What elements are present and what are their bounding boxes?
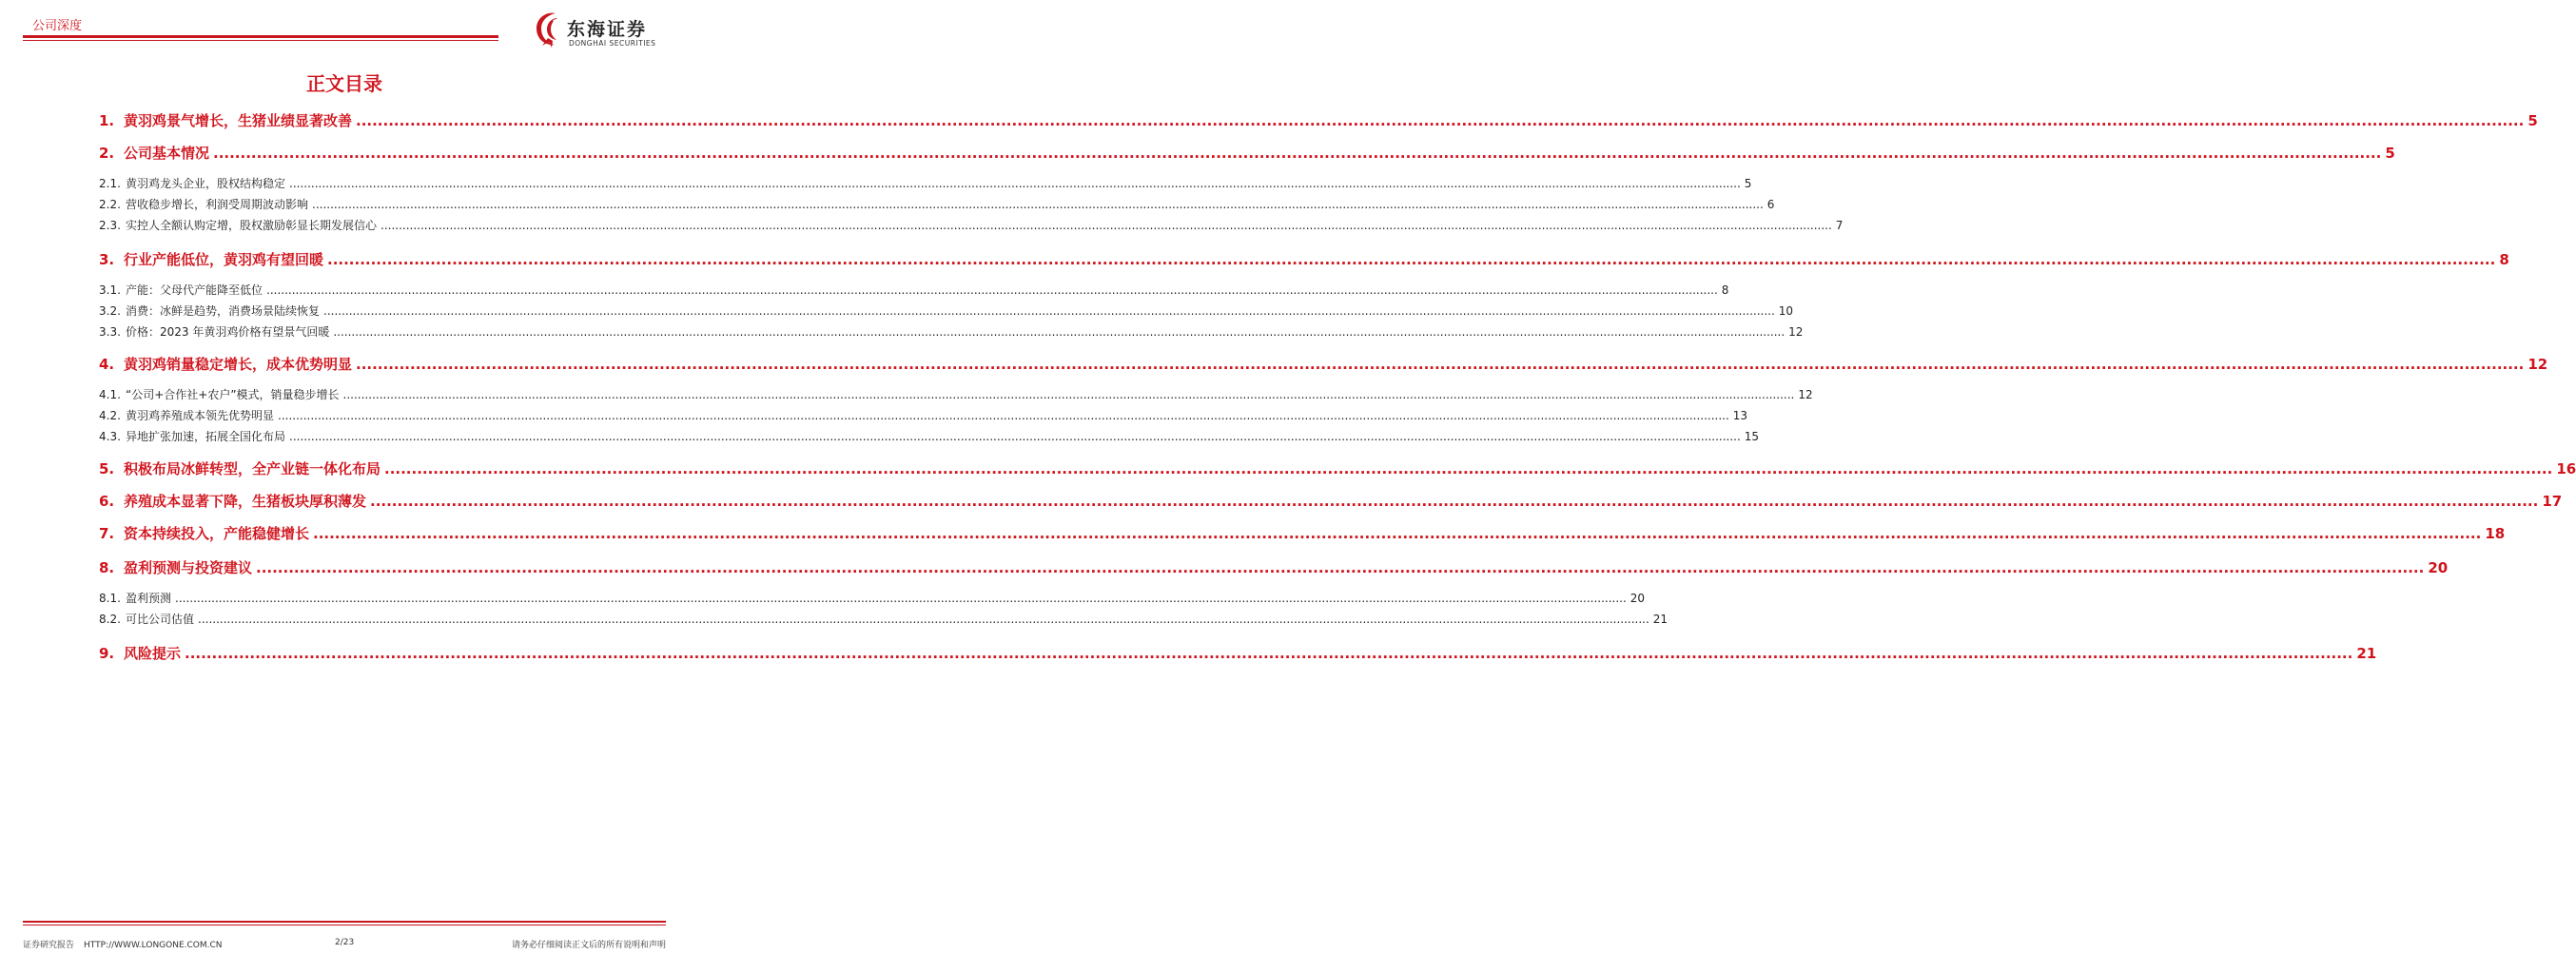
toc-entry-number: 1. — [99, 112, 115, 129]
toc-entry-title: 黄羽鸡景气增长，生猪业绩显著改善 — [124, 112, 353, 129]
toc-entry-page-number: 12 — [2527, 356, 2548, 373]
toc-entry-number: 4.1. — [99, 388, 121, 401]
toc-entry-page-number: 5 — [2385, 145, 2395, 162]
page-indicator: 2/23 — [335, 938, 355, 947]
header-section-label: 公司深度 — [32, 19, 83, 33]
toc-entry-section[interactable] — [99, 611, 1669, 627]
toc-entry-number: 3.3. — [99, 325, 121, 339]
donghai-logo — [529, 10, 672, 51]
toc-dot-leader: ................................................................................................................................................................................................................................................................................................................................................................................................................ — [266, 283, 1718, 297]
toc-entry-page-number: 7 — [1835, 219, 1844, 232]
toc-entry-section[interactable] — [99, 386, 1813, 402]
toc-entry-title: 盈利预测与投资建议 — [124, 559, 253, 576]
toc-entry-number: 2.1. — [99, 177, 121, 190]
toc-entry-title: 黄羽鸡龙头企业，股权结构稳定 — [126, 177, 286, 190]
toc-entry-section[interactable] — [99, 323, 1804, 340]
toc-entry-section[interactable] — [99, 282, 1729, 298]
toc-entry-section[interactable] — [99, 302, 1794, 319]
toc-dot-leader: ................................................................................................................................................................................................................................................................................................................................................................................................................ — [384, 460, 2553, 477]
toc-entry-section[interactable] — [99, 175, 1752, 191]
toc-entry-page-number: 6 — [1766, 198, 1775, 211]
toc-entry-number: 3.1. — [99, 283, 121, 297]
toc-entry-number: 9. — [99, 645, 115, 662]
footer-disclaimer: 请务必仔细阅读正文后的所有说明和声明 — [511, 941, 666, 950]
toc-entry-page-number: 21 — [2356, 645, 2377, 662]
toc-entry-title: 资本持续投入，产能稳健增长 — [124, 525, 310, 542]
toc-entry-title: 公司基本情况 — [124, 145, 210, 162]
toc-entry-number: 6. — [99, 493, 115, 510]
footer-rule — [23, 921, 666, 923]
toc-dot-leader: ................................................................................................................................................................................................................................................................................................................................................................................................................ — [278, 409, 1729, 422]
toc-entry-number: 8.1. — [99, 592, 121, 605]
toc-dot-leader: ................................................................................................................................................................................................................................................................................................................................................................................................................ — [370, 493, 2539, 510]
toc-entry-page-number: 20 — [1630, 592, 1646, 605]
footer-report-label: 证券研究报告 — [23, 941, 75, 950]
toc-entry-chapter[interactable] — [99, 557, 2449, 577]
toc-entry-title: 养殖成本显著下降，生猪板块厚积薄发 — [124, 493, 367, 510]
toc-entry-number: 3. — [99, 251, 115, 268]
toc-entry-chapter[interactable] — [99, 354, 2548, 374]
toc-entry-page-number: 15 — [1744, 430, 1760, 443]
toc-entry-title: 黄羽鸡销量稳定增长，成本优势明显 — [124, 356, 353, 373]
header-rule — [23, 35, 498, 38]
toc-dot-leader: ................................................................................................................................................................................................................................................................................................................................................................................................................ — [185, 645, 2353, 662]
toc-dot-leader: ................................................................................................................................................................................................................................................................................................................................................................................................................ — [213, 145, 2382, 162]
toc-entry-page-number: 10 — [1778, 304, 1794, 318]
toc-entry-title: 积极布局冰鲜转型，全产业链一体化布局 — [124, 460, 381, 477]
toc-entry-title: “公司+合作社+农户”模式，销量稳步增长 — [126, 388, 340, 401]
toc-entry-number: 7. — [99, 525, 115, 542]
toc-entry-section[interactable] — [99, 407, 1748, 423]
toc-dot-leader: ................................................................................................................................................................................................................................................................................................................................................................................................................ — [381, 219, 1832, 232]
page-title: 正文目录 — [306, 72, 382, 95]
toc-entry-title: 产能：父母代产能降至低位 — [126, 283, 263, 297]
toc-entry-number: 4. — [99, 356, 115, 373]
toc-entry-page-number: 16 — [2556, 460, 2576, 477]
toc-entry-title: 风险提示 — [124, 645, 182, 662]
toc-entry-number: 3.2. — [99, 304, 121, 318]
toc-dot-leader: ................................................................................................................................................................................................................................................................................................................................................................................................................ — [289, 430, 1741, 443]
toc-entry-chapter[interactable] — [99, 523, 2506, 543]
toc-entry-number: 8.2. — [99, 613, 121, 626]
toc-entry-section[interactable] — [99, 217, 1844, 233]
toc-entry-chapter[interactable] — [99, 491, 2563, 511]
toc-entry-number: 4.2. — [99, 409, 121, 422]
toc-dot-leader: ................................................................................................................................................................................................................................................................................................................................................................................................................ — [323, 304, 1775, 318]
toc-dot-leader: ................................................................................................................................................................................................................................................................................................................................................................................................................ — [342, 388, 1795, 401]
toc-entry-title: 盈利预测 — [126, 592, 172, 605]
toc-entry-page-number: 5 — [1744, 177, 1752, 190]
toc-entry-page-number: 5 — [2527, 112, 2538, 129]
toc-entry-page-number: 17 — [2542, 493, 2563, 510]
header-rule-thin — [23, 40, 498, 41]
toc-dot-leader: ................................................................................................................................................................................................................................................................................................................................................................................................................ — [313, 525, 2482, 542]
toc-entry-page-number: 18 — [2485, 525, 2506, 542]
toc-dot-leader: ................................................................................................................................................................................................................................................................................................................................................................................................................ — [198, 613, 1649, 626]
toc-entry-page-number: 12 — [1798, 388, 1813, 401]
toc-entry-page-number: 13 — [1732, 409, 1748, 422]
toc-entry-section[interactable] — [99, 196, 1775, 212]
toc-entry-number: 5. — [99, 460, 115, 477]
toc-entry-number: 2.2. — [99, 198, 121, 211]
toc-entry-number: 8. — [99, 559, 115, 576]
toc-entry-title: 实控人全额认购定增，股权激励彰显长期发展信心 — [126, 219, 378, 232]
toc-entry-title: 营收稳步增长，利润受周期波动影响 — [126, 198, 309, 211]
toc-entry-chapter[interactable] — [99, 110, 2538, 130]
toc-entry-title: 可比公司估值 — [126, 613, 195, 626]
dragon-logo-icon — [529, 10, 567, 49]
toc-dot-leader: ................................................................................................................................................................................................................................................................................................................................................................................................................ — [289, 177, 1741, 190]
toc-entry-number: 4.3. — [99, 430, 121, 443]
toc-entry-page-number: 12 — [1788, 325, 1804, 339]
toc-entry-section[interactable] — [99, 428, 1760, 444]
toc-entry-page-number: 20 — [2428, 559, 2449, 576]
toc-dot-leader: ................................................................................................................................................................................................................................................................................................................................................................................................................ — [356, 356, 2525, 373]
toc-entry-title: 消费：冰鲜是趋势，消费场景陆续恢复 — [126, 304, 321, 318]
toc-entry-section[interactable] — [99, 590, 1646, 606]
toc-entry-title: 异地扩张加速，拓展全国化布局 — [126, 430, 286, 443]
toc-dot-leader: ................................................................................................................................................................................................................................................................................................................................................................................................................ — [356, 112, 2525, 129]
toc-entry-page-number: 8 — [2499, 251, 2509, 268]
toc-entry-title: 价格：2023 年黄羽鸡价格有望景气回暖 — [126, 325, 330, 339]
toc-entry-chapter[interactable] — [99, 643, 2377, 663]
toc-entry-chapter[interactable] — [99, 249, 2509, 269]
logo-english-name: DONGHAI SECURITIES — [569, 39, 656, 48]
footer-left — [23, 938, 223, 950]
toc-entry-number: 2.3. — [99, 219, 121, 232]
logo-chinese-name: 东海证券 — [567, 19, 648, 40]
toc-entry-chapter[interactable] — [99, 458, 2576, 478]
toc-entry-page-number: 8 — [1721, 283, 1729, 297]
footer-url-link[interactable]: HTTP://WWW.LONGONE.COM.CN — [84, 941, 223, 950]
toc-dot-leader: ................................................................................................................................................................................................................................................................................................................................................................................................................ — [312, 198, 1764, 211]
toc-entry-title: 黄羽鸡养殖成本领先优势明显 — [126, 409, 275, 422]
toc-dot-leader: ................................................................................................................................................................................................................................................................................................................................................................................................................ — [175, 592, 1627, 605]
toc-dot-leader: ................................................................................................................................................................................................................................................................................................................................................................................................................ — [256, 559, 2425, 576]
toc-entry-number: 2. — [99, 145, 115, 162]
toc-entry-chapter[interactable] — [99, 143, 2395, 163]
toc-dot-leader: ................................................................................................................................................................................................................................................................................................................................................................................................................ — [333, 325, 1786, 339]
toc-entry-page-number: 21 — [1652, 613, 1669, 626]
toc-dot-leader: ................................................................................................................................................................................................................................................................................................................................................................................................................ — [327, 251, 2496, 268]
toc-entry-title: 行业产能低位，黄羽鸡有望回暖 — [124, 251, 324, 268]
